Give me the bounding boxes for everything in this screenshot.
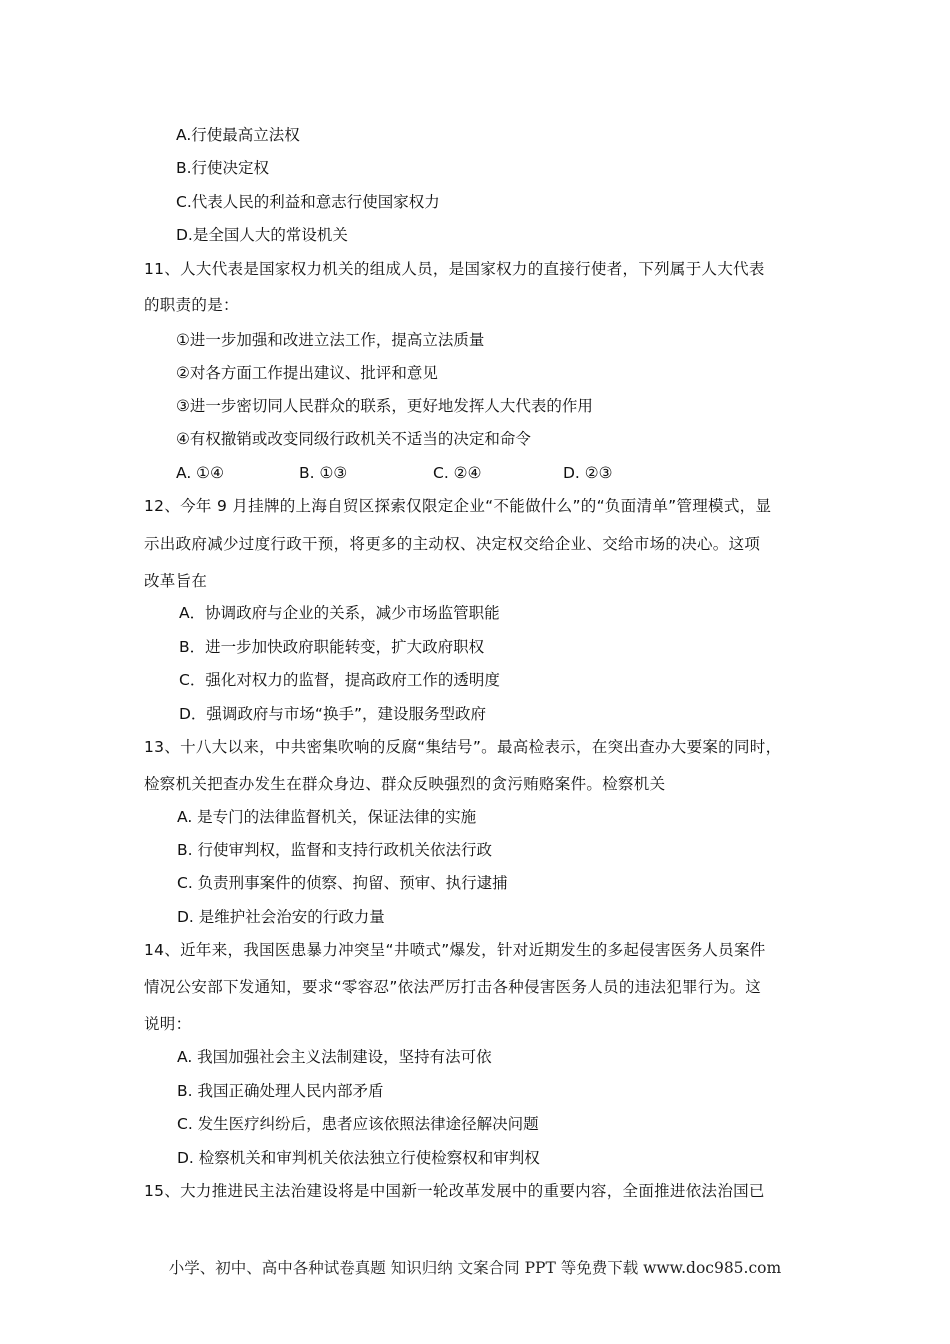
q11-item-2: ②对各方面工作提出建议、批评和意见 bbox=[176, 364, 438, 382]
q11-item-3: ③进一步密切同人民群众的联系，更好地发挥人大代表的作用 bbox=[176, 397, 593, 415]
q14-option-a: A. 我国加强社会主义法制建设，坚持有法可依 bbox=[177, 1048, 492, 1066]
q15-stem-line1: 15、大力推进民主法治建设将是中国新一轮改革发展中的重要内容，全面推进依法治国已 bbox=[144, 1182, 765, 1200]
q10-option-d: D.是全国人大的常设机关 bbox=[176, 226, 348, 244]
page-footer: 小学、初中、高中各种试卷真题 知识归纳 文案合同 PPT 等免费下载 www.doc985.com bbox=[168, 1259, 782, 1277]
q11-choice-a: A. ①④ bbox=[176, 464, 224, 482]
q10-option-c: C.代表人民的利益和意志行使国家权力 bbox=[176, 193, 440, 211]
q14-stem-line3: 说明： bbox=[144, 1015, 192, 1033]
q11-item-1: ①进一步加强和改进立法工作，提高立法质量 bbox=[176, 331, 485, 349]
q12-option-d: D．强调政府与市场“换手”，建设服务型政府 bbox=[179, 705, 486, 723]
q12-option-c: C．强化对权力的监督，提高政府工作的透明度 bbox=[179, 671, 500, 689]
q10-option-a: A.行使最高立法权 bbox=[176, 126, 300, 144]
q13-stem-line1: 13、十八大以来，中共密集吹响的反腐“集结号”。最高检表示，在突出查办大要案的同时， bbox=[144, 738, 782, 756]
q13-option-b: B. 行使审判权，监督和支持行政机关依法行政 bbox=[177, 841, 492, 859]
q14-stem-line1: 14、近年来，我国医患暴力冲突呈“井喷式”爆发，针对近期发生的多起侵害医务人员案件 bbox=[144, 941, 766, 959]
q14-stem-line2: 情况公安部下发通知，要求“零容忍”依法严厉打击各种侵害医务人员的违法犯罪行为。这 bbox=[144, 978, 762, 996]
q13-option-d: D. 是维护社会治安的行政力量 bbox=[177, 908, 385, 926]
q11-stem-line2: 的职责的是： bbox=[144, 296, 239, 314]
q13-stem-line2: 检察机关把查办发生在群众身边、群众反映强烈的贪污贿赂案件。检察机关 bbox=[144, 775, 666, 793]
q12-stem-line1: 12、今年 9 月挂牌的上海自贸区探索仅限定企业“不能做什么”的“负面清单”管理模式，显 bbox=[144, 497, 772, 515]
q13-option-c: C. 负责刑事案件的侦察、拘留、预审、执行逮捕 bbox=[177, 874, 508, 892]
q12-option-b: B．进一步加快政府职能转变，扩大政府职权 bbox=[179, 638, 485, 656]
q12-option-a: A．协调政府与企业的关系，减少市场监管职能 bbox=[179, 604, 500, 622]
q14-option-c: C. 发生医疗纠纷后，患者应该依照法律途径解决问题 bbox=[177, 1115, 539, 1133]
q14-option-b: B. 我国正确处理人民内部矛盾 bbox=[177, 1082, 384, 1100]
q11-stem-line1: 11、人大代表是国家权力机关的组成人员，是国家权力的直接行使者，下列属于人大代表 bbox=[144, 260, 765, 278]
q13-option-a: A. 是专门的法律监督机关，保证法律的实施 bbox=[177, 808, 477, 826]
q11-choice-b: B. ①③ bbox=[299, 464, 348, 482]
q12-stem-line3: 改革旨在 bbox=[144, 572, 208, 590]
q10-option-b: B.行使决定权 bbox=[176, 159, 270, 177]
q11-choice-d: D. ②③ bbox=[563, 464, 613, 482]
q12-stem-line2: 示出政府减少过度行政干预，将更多的主动权、决定权交给企业、交给市场的决心。这项 bbox=[144, 535, 761, 553]
q11-item-4: ④有权撤销或改变同级行政机关不适当的决定和命令 bbox=[176, 430, 531, 448]
q14-option-d: D. 检察机关和审判机关依法独立行使检察权和审判权 bbox=[177, 1149, 540, 1167]
q11-choice-c: C. ②④ bbox=[433, 464, 482, 482]
